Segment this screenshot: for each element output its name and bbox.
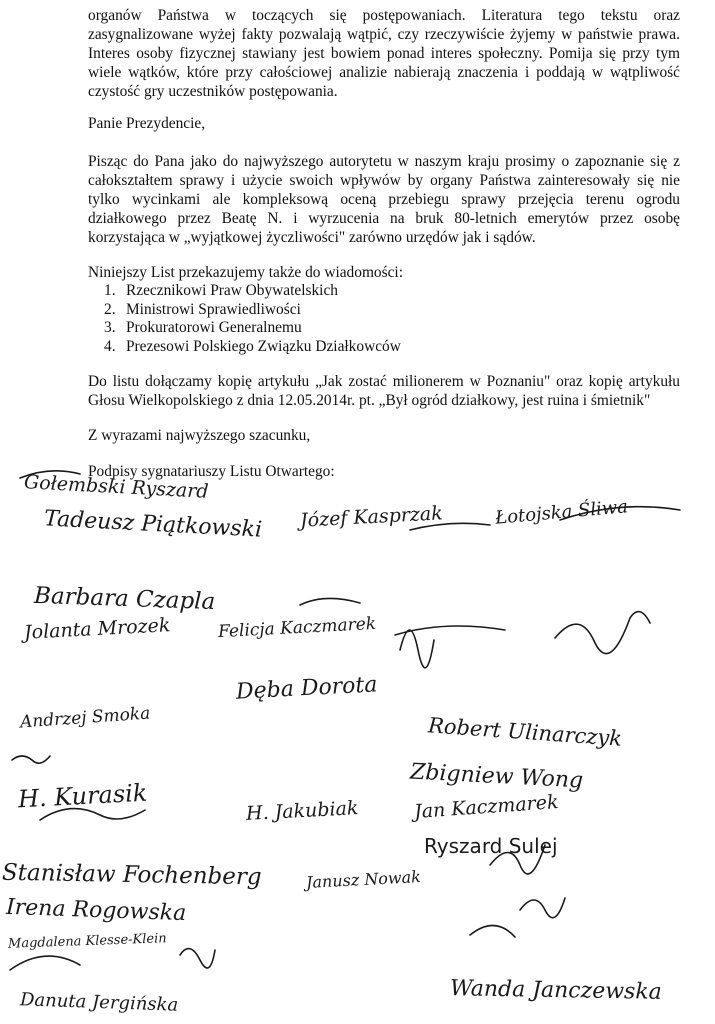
attachment-paragraph: [88, 372, 680, 410]
text-line: korzystająca w „wyjątkowej życzliwości" zarówno urzędów jak i sądów.: [88, 229, 536, 246]
text-line: Interes osoby fizycznej stawiany jest bowiem ponad interes społeczny. Pomija się przy tym: [88, 45, 680, 62]
list-text: Ministrowi Sprawiedliwości: [126, 300, 301, 318]
signature: Zbigniew Wong: [409, 759, 584, 794]
list-item: [104, 282, 401, 301]
signature: Magdalena Klesse-Klein: [7, 931, 167, 952]
salutation: Panie Prezydencie,: [88, 115, 206, 132]
list-text: Prokuratorowi Generalnemu: [126, 319, 302, 336]
signature: Danuta Jergińska: [19, 989, 179, 1016]
signature: Andrzej Smoka: [19, 703, 151, 733]
signature: Irena Rogowska: [5, 894, 187, 927]
text-line: Do listu dołączamy kopię artykułu „Jak zostać milionerem w Poznaniu" oraz kopię artykułu: [88, 373, 680, 390]
signature: Gołembski Ryszard: [23, 471, 210, 503]
signature: Ryszard Sulej: [424, 834, 558, 858]
signature: Jolanta Mrozek: [23, 614, 171, 644]
signature: Tadeusz Piątkowski: [43, 506, 263, 543]
list-text: Rzecznikowi Praw Obywatelskich: [126, 282, 338, 299]
list-number: 4.: [104, 337, 116, 355]
signature: Robert Ulinarczyk: [427, 713, 623, 751]
text-line: wiele wątków, które przy całościowej analizie nabierają znaczenia i poddają w wątpliwość: [88, 64, 680, 81]
text-line: całokształtem sprawy i użycie swoich wpływów by organy Państwa zainteresowały się nie: [88, 172, 680, 189]
text-line: zasygnalizowane wyżej fakty pozwalają wątpić, czy rzeczywiście żyjemy w państwie prawa.: [88, 26, 680, 43]
signatures-heading: Podpisy sygnatariuszy Listu Otwartego:: [88, 463, 335, 480]
signature: Jan Kaczmarek: [413, 790, 560, 824]
list-number: 1.: [104, 282, 116, 299]
list-number: 3.: [104, 319, 116, 336]
copies-intro: Niniejszy List przekazujemy także do wiadomości:: [88, 264, 403, 281]
signature: Felicja Kaczmarek: [217, 613, 377, 643]
text-line: czystość gry uczestników postępowania.: [88, 83, 338, 100]
closing: Z wyrazami najwyższego szacunku,: [88, 427, 311, 444]
recipients-list: [104, 282, 401, 356]
signature: H. Jakubiak: [245, 797, 359, 825]
text-line: organów Państwa w toczących się postępowaniach. Literatura tego tekstu oraz: [88, 7, 680, 24]
signature: Dęba Dorota: [235, 672, 379, 705]
signature: Łotojska Śliwa: [494, 496, 629, 529]
text-line: Pisząc do Pana jako do najwyższego autorytetu w naszym kraju prosimy o zapoznanie się z: [88, 153, 680, 170]
signature: Wanda Janczewska: [449, 976, 662, 1005]
list-item: [104, 338, 401, 357]
request-paragraph: [88, 152, 680, 247]
text-line: Głosu Wielkopolskiego z dnia 12.05.2014r. pt. „Był ogród działkowy, jest ruina i śmietnik": [88, 392, 651, 409]
list-text: Prezesowi Polskiego Związku Działkowców: [126, 337, 401, 355]
signatures-area: [0, 470, 715, 1024]
text-line: działkowego przez Beatę N. i wyrzucenia na bruk 80-letnich emerytów przez osobę: [88, 210, 680, 227]
signature: H. Kurasik: [17, 778, 149, 814]
list-item: [104, 319, 401, 338]
intro-paragraph: [88, 6, 680, 101]
signature: Józef Kasprzak: [299, 502, 444, 532]
signature: Stanisław Fochenberg: [1, 859, 262, 891]
text-line: tylko wycinkami ale kompleksową oceną przebiegu sprawy przejęcia terenu ogrodu: [88, 191, 680, 208]
signature: Janusz Nowak: [305, 867, 422, 892]
list-item: [104, 301, 401, 320]
list-number: 2.: [104, 300, 116, 318]
signature: Barbara Czapla: [33, 582, 216, 616]
